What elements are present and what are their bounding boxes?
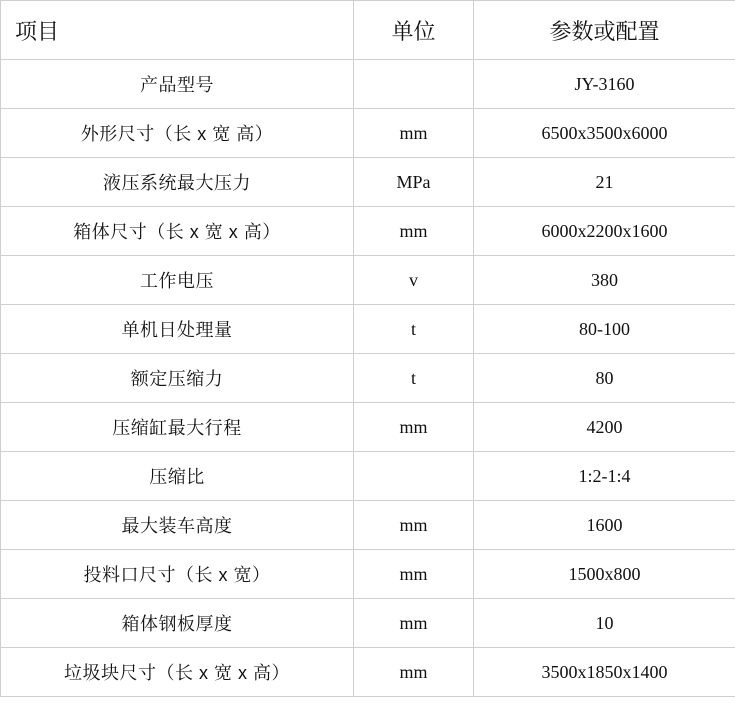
column-header-item: 项目	[1, 1, 354, 60]
row-item-label: 投料口尺寸（长 x 宽）	[1, 550, 354, 599]
row-unit-value	[354, 60, 474, 109]
row-parameter-value: 1500x800	[474, 550, 735, 599]
row-item-label: 液压系统最大压力	[1, 158, 354, 207]
row-unit-value: t	[354, 305, 474, 354]
row-parameter-value: 6500x3500x6000	[474, 109, 735, 158]
table-body	[1, 60, 735, 697]
row-parameter-value: 1600	[474, 501, 735, 550]
row-parameter-value: 1:2-1:4	[474, 452, 735, 501]
table-row	[1, 158, 735, 207]
table-row	[1, 550, 735, 599]
row-unit-value: mm	[354, 109, 474, 158]
column-header-unit: 单位	[354, 1, 474, 60]
table-row	[1, 60, 735, 109]
row-item-label: 压缩比	[1, 452, 354, 501]
row-parameter-value: 10	[474, 599, 735, 648]
table-row	[1, 207, 735, 256]
row-unit-value: mm	[354, 403, 474, 452]
row-unit-value: v	[354, 256, 474, 305]
table-row	[1, 501, 735, 550]
table-row	[1, 403, 735, 452]
row-item-label: 垃圾块尺寸（长 x 宽 x 高）	[1, 648, 354, 697]
table-row	[1, 599, 735, 648]
row-item-label: 箱体钢板厚度	[1, 599, 354, 648]
row-item-label: 压缩缸最大行程	[1, 403, 354, 452]
row-parameter-value: 80-100	[474, 305, 735, 354]
row-item-label: 最大装车高度	[1, 501, 354, 550]
row-parameter-value: JY-3160	[474, 60, 735, 109]
table-row	[1, 305, 735, 354]
row-unit-value: mm	[354, 207, 474, 256]
row-item-label: 工作电压	[1, 256, 354, 305]
table-header-row	[1, 1, 735, 60]
table-row	[1, 648, 735, 697]
row-unit-value: MPa	[354, 158, 474, 207]
row-unit-value: mm	[354, 599, 474, 648]
table-row	[1, 452, 735, 501]
row-unit-value: mm	[354, 648, 474, 697]
table-row	[1, 109, 735, 158]
row-item-label: 外形尺寸（长 x 宽 高）	[1, 109, 354, 158]
column-header-value: 参数或配置	[474, 1, 735, 60]
row-item-label: 箱体尺寸（长 x 宽 x 高）	[1, 207, 354, 256]
row-parameter-value: 3500x1850x1400	[474, 648, 735, 697]
row-item-label: 产品型号	[1, 60, 354, 109]
row-unit-value: mm	[354, 550, 474, 599]
table-row	[1, 256, 735, 305]
row-unit-value: mm	[354, 501, 474, 550]
table-header	[1, 1, 735, 60]
row-parameter-value: 4200	[474, 403, 735, 452]
row-parameter-value: 80	[474, 354, 735, 403]
row-parameter-value: 6000x2200x1600	[474, 207, 735, 256]
row-unit-value	[354, 452, 474, 501]
table-row	[1, 354, 735, 403]
row-item-label: 单机日处理量	[1, 305, 354, 354]
row-parameter-value: 21	[474, 158, 735, 207]
row-unit-value: t	[354, 354, 474, 403]
row-item-label: 额定压缩力	[1, 354, 354, 403]
row-parameter-value: 380	[474, 256, 735, 305]
